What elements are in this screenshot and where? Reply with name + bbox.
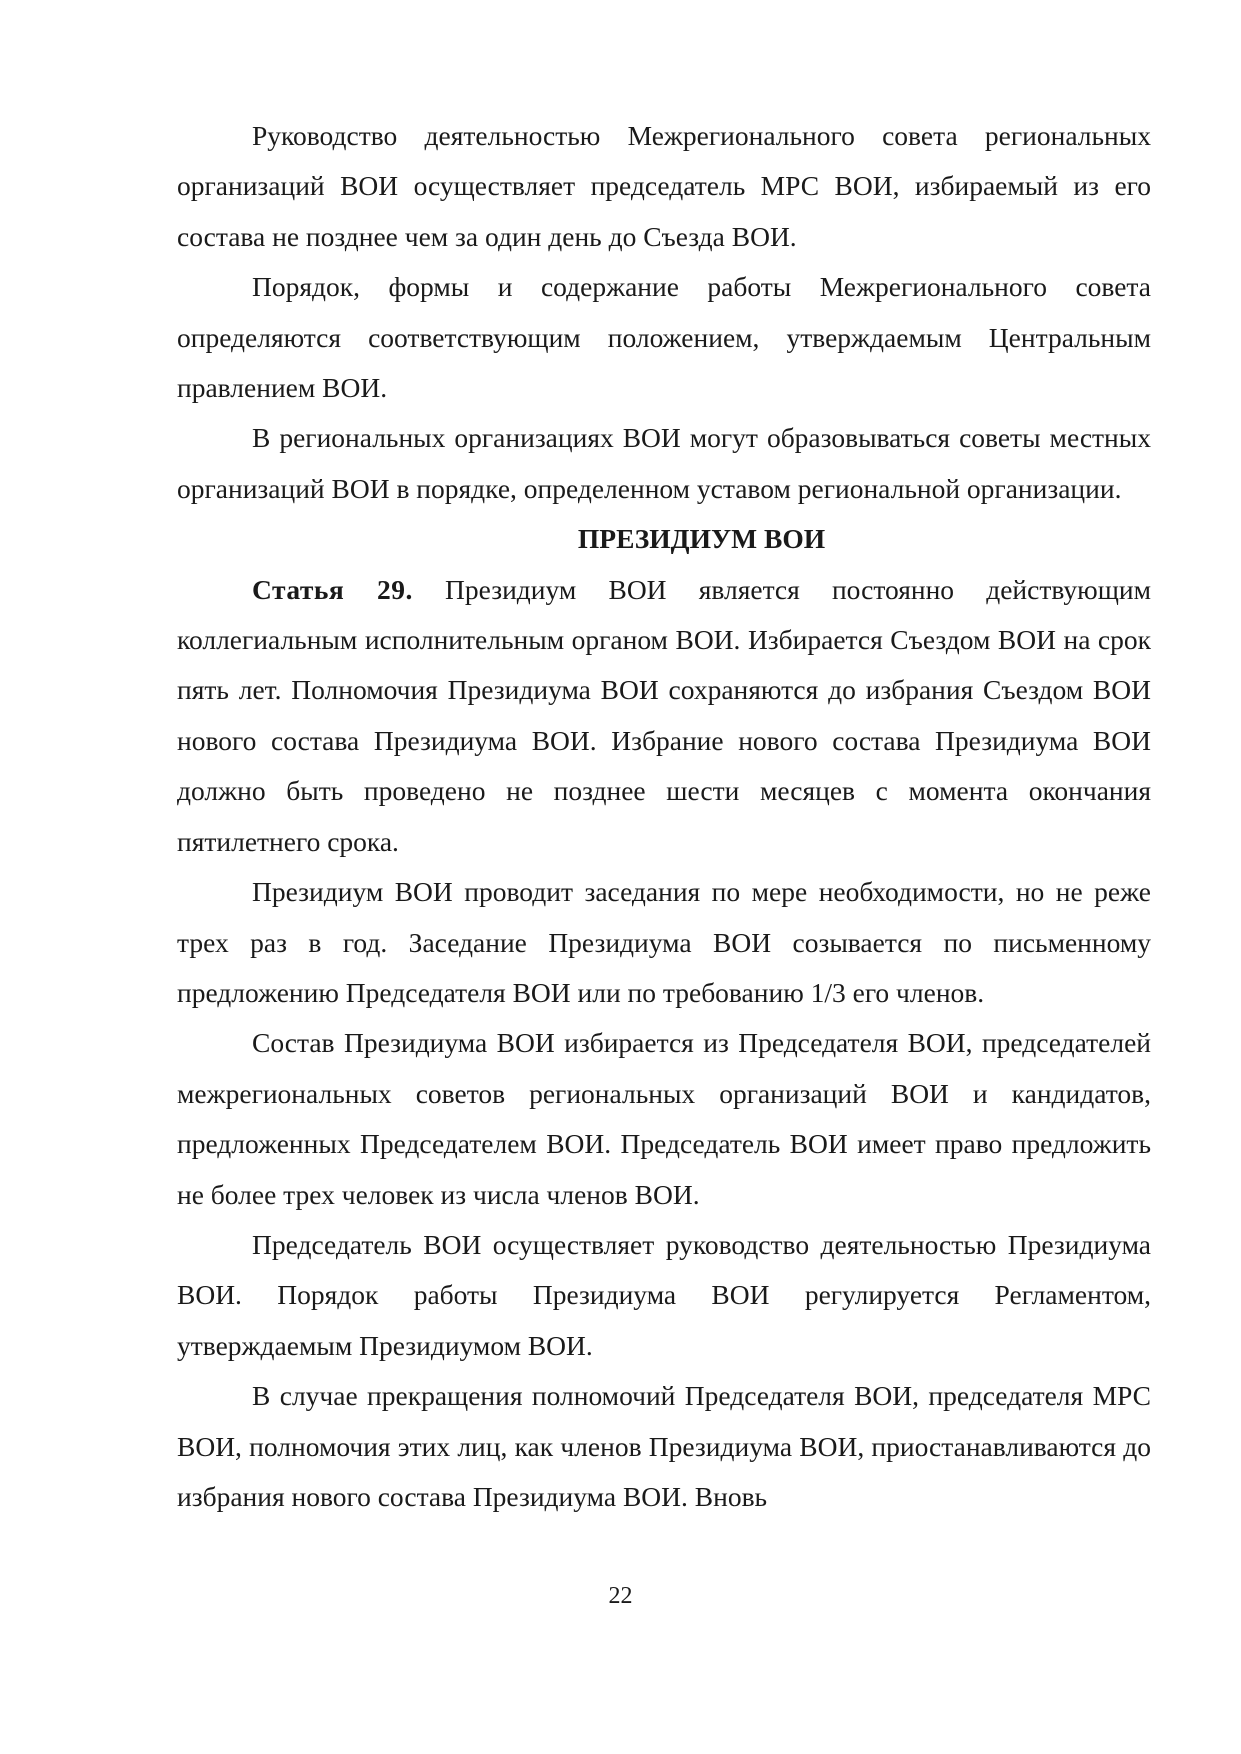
- article-29-paragraph: [177, 565, 1151, 867]
- paragraph-local-councils: В региональных организациях ВОИ могут образовываться советы местных организаций ВОИ в порядке, определенном уставом региональной организации.: [177, 422, 1151, 504]
- paragraph-mrs-leadership: Руководство деятельностью Межрегионального совета региональных организаций ВОИ осуществляет председатель МРС ВОИ, избираемый из его состава не позднее чем за один день до Съезда ВОИ.: [177, 120, 1151, 252]
- paragraph-mrs-procedure: Порядок, формы и содержание работы Межрегионального совета определяются соответствующим положением, утверждаемым Центральным правлением ВОИ.: [177, 271, 1151, 404]
- article-label: Статья 29.: [252, 573, 413, 605]
- paragraph-chairman-role: Председатель ВОИ осуществляет руководство деятельностью Президиума ВОИ. Порядок работы Президиума ВОИ регулируется Регламентом, утверждаемым Президиумом ВОИ.: [177, 1228, 1151, 1361]
- section-heading: ПРЕЗИДИУМ ВОИ: [577, 523, 826, 555]
- page-number: 22: [608, 1583, 633, 1609]
- paragraph-composition: Состав Президиума ВОИ избирается из Председателя ВОИ, председателей межрегиональных советов региональных организаций ВОИ и кандидатов, предложенных Председателем ВОИ. Председатель ВОИ имеет право предложить не более трех человек из числа членов ВОИ.: [177, 1027, 1151, 1210]
- article-text: Президиум ВОИ является постоянно действующим коллегиальным исполнительным органом ВОИ. Избирается Съездом ВОИ на срок пять лет. Полномочия Президиума ВОИ сохраняются до избрания Съездом ВОИ нового состава Президиума ВОИ. Избрание нового состава Президиума ВОИ должно быть проведено не позднее шести месяцев с момента окончания пятилетнего срока.: [177, 573, 1151, 857]
- paragraph-termination: В случае прекращения полномочий Председателя ВОИ, председателя МРС ВОИ, полномочия этих лиц, как членов Президиума ВОИ, приостанавливаются до избрания нового состава Президиума ВОИ. Вновь: [177, 1380, 1151, 1512]
- paragraph-meetings: Президиум ВОИ проводит заседания по мере необходимости, но не реже трех раз в год. Заседание Президиума ВОИ созывается по письменному предложению Председателя ВОИ или по требованию 1/3 его членов.: [177, 876, 1151, 1008]
- page-body: [177, 111, 1151, 1522]
